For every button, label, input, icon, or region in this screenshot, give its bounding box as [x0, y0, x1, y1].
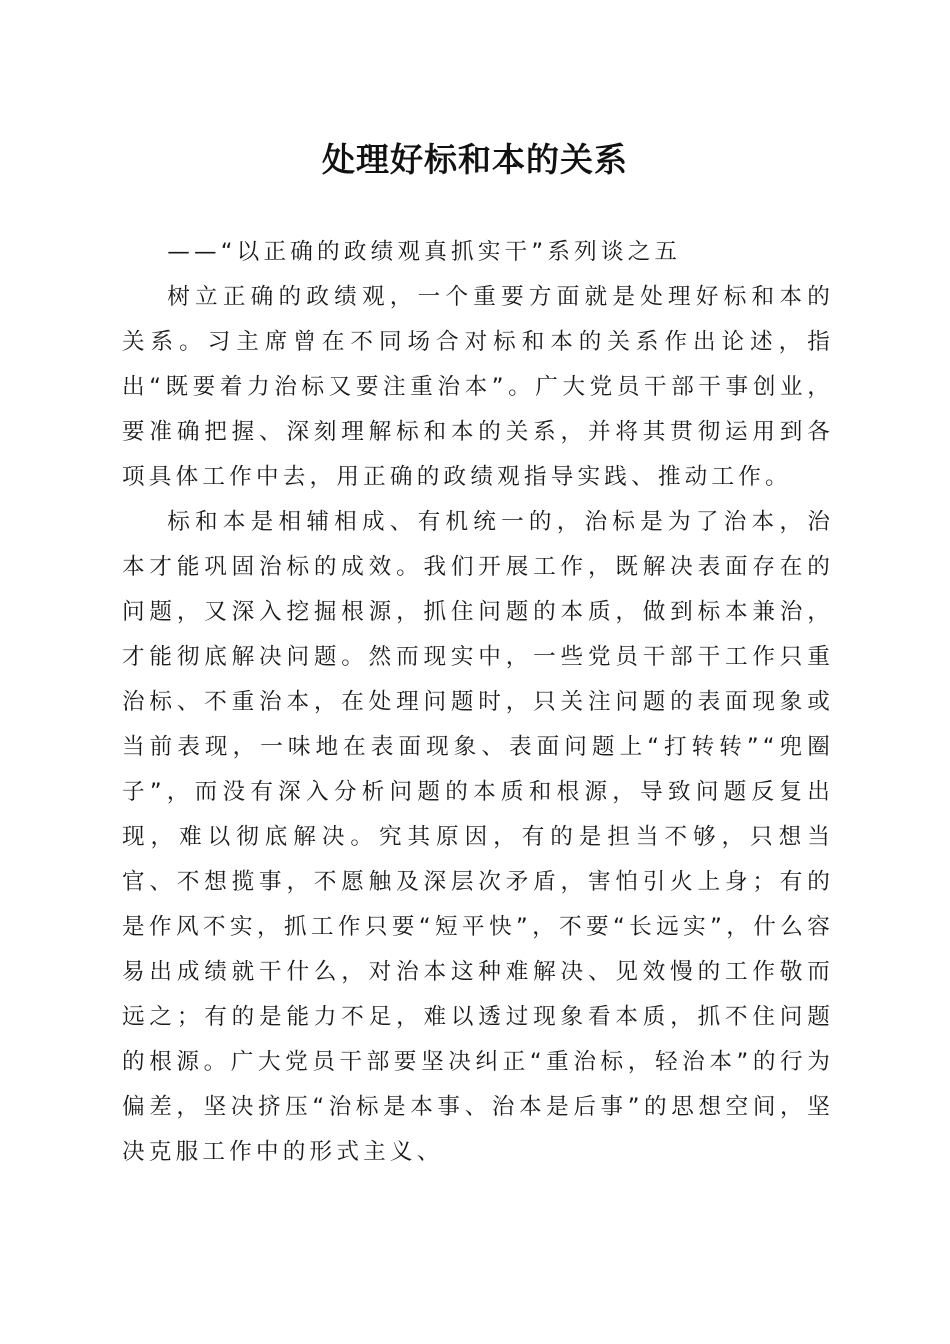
document-subtitle: ——“以正确的政绩观真抓实干”系列谈之五: [167, 239, 682, 265]
document-body: [122, 230, 834, 1175]
paragraph: 标和本是相辅相成、有机统一的，治标是为了治本，治本才能巩固治标的成效。我们开展工作，既解决表面存在的问题，又深入挖掘根源，抓住问题的本质，做到标本兼治，才能彻底解决问题。然而现实中，一些党员干部干工作只重治标、不重治本，在处理问题时，只关注问题的表面现象或当前表现，一味地在表面现象、表面问题上“打转转”“兜圈子”，而没有深入分析问题的本质和根源，导致问题反复出现，难以彻底解决。究其原因，有的是担当不够，只想当官、不想揽事，不愿触及深层次矛盾，害怕引火上身；有的是作风不实，抓工作只要“短平快”，不要“长远实”，什么容易出成绩就干什么，对治本这种难解决、见效慢的工作敬而远之；有的是能力不足，难以透过现象看本质，抓不住问题的根源。广大党员干部要坚决纠正“重治标，轻治本”的行为偏差，坚决挤压“治标是本事、治本是后事”的思想空间，坚决克服工作中的形式主义、: [122, 509, 834, 1165]
paragraph: 树立正确的政绩观，一个重要方面就是处理好标和本的关系。习主席曾在不同场合对标和本的关系作出论述，指出“既要着力治标又要注重治本”。广大党员干部干事创业，要准确把握、深刻理解标和本的关系，并将其贯彻运用到各项具体工作中去，用正确的政绩观指导实践、推动工作。: [122, 284, 834, 490]
document-title: 处理好标和本的关系: [322, 140, 628, 179]
